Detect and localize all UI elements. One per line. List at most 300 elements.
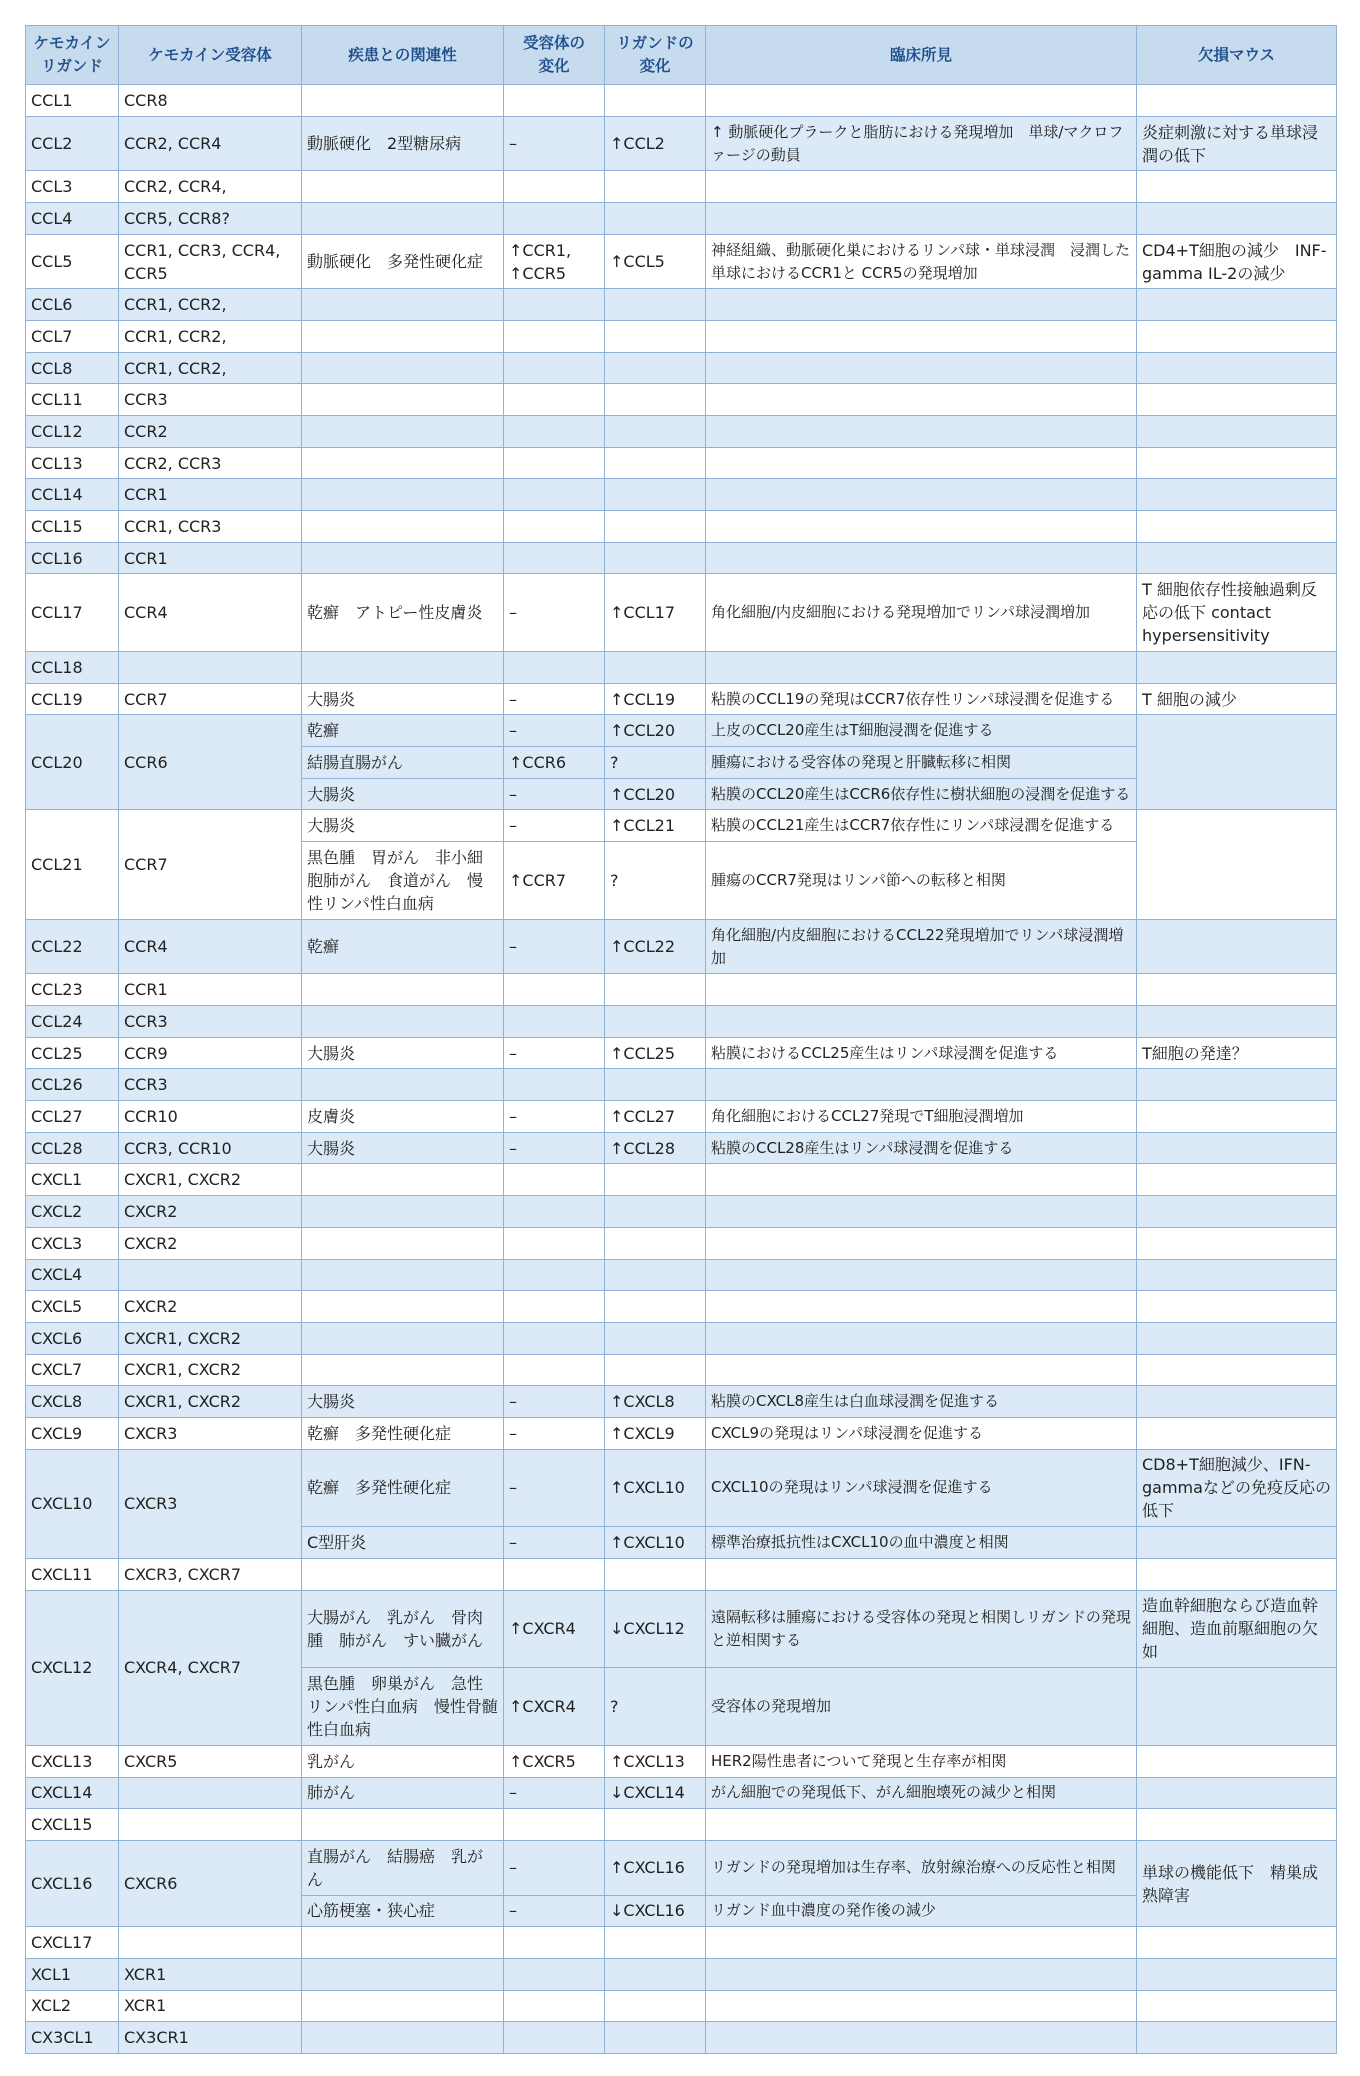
cell-disease: 直腸がん 結腸癌 乳がん bbox=[302, 1840, 504, 1895]
cell-clinical: 腫瘍のCCR7発現はリンパ節への転移と相関 bbox=[706, 842, 1137, 920]
cell-disease: 大腸炎 bbox=[302, 1386, 504, 1418]
cell-disease bbox=[302, 1291, 504, 1323]
cell-receptor: CXCR4, CXCR7 bbox=[119, 1590, 302, 1745]
table-row bbox=[26, 1386, 1337, 1418]
cell-receptor: CCR10 bbox=[119, 1101, 302, 1133]
cell-disease bbox=[302, 384, 504, 416]
table-row bbox=[26, 1322, 1337, 1354]
cell-ligand-change bbox=[605, 203, 706, 235]
table-row bbox=[26, 1958, 1337, 1990]
cell-disease: 黒色腫 胃がん 非小細胞肺がん 食道がん 慢性リンパ性白血病 bbox=[302, 842, 504, 920]
cell-receptor-change: – bbox=[504, 919, 605, 974]
cell-receptor: CCR3 bbox=[119, 1006, 302, 1038]
table-row bbox=[26, 203, 1337, 235]
cell-disease bbox=[302, 1558, 504, 1590]
cell-receptor: CXCR1, CXCR2 bbox=[119, 1322, 302, 1354]
cell-ligand-change: ↑CCL17 bbox=[605, 574, 706, 652]
cell-clinical: 粘膜におけるCCL25産生はリンパ球浸潤を促進する bbox=[706, 1037, 1137, 1069]
cell-receptor-change: – bbox=[504, 1386, 605, 1418]
table-row bbox=[26, 1101, 1337, 1133]
cell-receptor-change bbox=[504, 1322, 605, 1354]
cell-ligand-change bbox=[605, 1227, 706, 1259]
cell-knockout bbox=[1137, 1958, 1337, 1990]
cell-receptor-change: – bbox=[504, 1037, 605, 1069]
cell-receptor-change bbox=[504, 321, 605, 353]
cell-ligand-change bbox=[605, 1322, 706, 1354]
table-row bbox=[26, 1777, 1337, 1809]
cell-disease bbox=[302, 1354, 504, 1386]
cell-knockout bbox=[1137, 171, 1337, 203]
cell-disease bbox=[302, 652, 504, 684]
cell-knockout bbox=[1137, 1069, 1337, 1101]
table-row bbox=[26, 1745, 1337, 1777]
cell-clinical: 粘膜のCCL21産生はCCR7依存性にリンパ球浸潤を促進する bbox=[706, 810, 1137, 842]
chemokine-table bbox=[25, 25, 1337, 2054]
cell-ligand-change: ↑CXCL16 bbox=[605, 1840, 706, 1895]
cell-knockout bbox=[1137, 1101, 1337, 1133]
cell-receptor-change: – bbox=[504, 810, 605, 842]
cell-clinical: 遠隔転移は腫瘍における受容体の発現と相関しリガンドの発現と逆相関する bbox=[706, 1590, 1137, 1668]
table-row bbox=[26, 85, 1337, 117]
cell-receptor-change: – bbox=[504, 715, 605, 747]
cell-ligand-change bbox=[605, 479, 706, 511]
cell-receptor-change: – bbox=[504, 1840, 605, 1895]
cell-clinical: HER2陽性患者について発現と生存率が相関 bbox=[706, 1745, 1137, 1777]
header-clinical: 臨床所見 bbox=[706, 26, 1137, 85]
cell-clinical bbox=[706, 416, 1137, 448]
cell-disease: 大腸炎 bbox=[302, 683, 504, 715]
cell-clinical bbox=[706, 1990, 1137, 2022]
cell-receptor-change bbox=[504, 2022, 605, 2054]
cell-knockout bbox=[1137, 352, 1337, 384]
cell-receptor: CXCR2 bbox=[119, 1196, 302, 1228]
cell-knockout bbox=[1137, 1006, 1337, 1038]
cell-knockout bbox=[1137, 715, 1337, 810]
cell-disease: 乾癬 bbox=[302, 715, 504, 747]
cell-ligand-change: ? bbox=[605, 1668, 706, 1746]
cell-ligand-change: ↑CCL19 bbox=[605, 683, 706, 715]
cell-clinical: 標準治療抵抗性はCXCL10の血中濃度と相関 bbox=[706, 1527, 1137, 1559]
cell-ligand-change: ↑CCL25 bbox=[605, 1037, 706, 1069]
cell-disease bbox=[302, 1069, 504, 1101]
cell-receptor: CCR1 bbox=[119, 974, 302, 1006]
cell-knockout bbox=[1137, 1668, 1337, 1746]
cell-receptor: CCR1, CCR2, bbox=[119, 289, 302, 321]
table-row bbox=[26, 1132, 1337, 1164]
cell-ligand: XCL2 bbox=[26, 1990, 119, 2022]
cell-clinical bbox=[706, 1164, 1137, 1196]
cell-receptor-change: ↑CCR6 bbox=[504, 747, 605, 779]
cell-receptor-change bbox=[504, 447, 605, 479]
cell-clinical: 角化細胞/内皮細胞におけるCCL22発現増加でリンパ球浸潤増加 bbox=[706, 919, 1137, 974]
cell-knockout bbox=[1137, 974, 1337, 1006]
cell-ligand: CCL2 bbox=[26, 116, 119, 171]
cell-disease: 乾癬 アトピー性皮膚炎 bbox=[302, 574, 504, 652]
cell-knockout bbox=[1137, 1132, 1337, 1164]
cell-ligand-change: ↑CCL28 bbox=[605, 1132, 706, 1164]
cell-clinical bbox=[706, 1259, 1137, 1291]
cell-knockout bbox=[1137, 2022, 1337, 2054]
cell-ligand: CCL15 bbox=[26, 511, 119, 543]
cell-receptor-change bbox=[504, 652, 605, 684]
cell-ligand-change: ↑CXCL10 bbox=[605, 1527, 706, 1559]
cell-clinical: 角化細胞/内皮細胞における発現増加でリンパ球浸潤増加 bbox=[706, 574, 1137, 652]
cell-disease bbox=[302, 203, 504, 235]
cell-ligand: CXCL9 bbox=[26, 1417, 119, 1449]
cell-ligand-change bbox=[605, 289, 706, 321]
cell-receptor-change: – bbox=[504, 1895, 605, 1927]
cell-receptor-change bbox=[504, 511, 605, 543]
cell-receptor: CXCR1, CXCR2 bbox=[119, 1386, 302, 1418]
cell-receptor bbox=[119, 1777, 302, 1809]
cell-receptor-change: ↑CXCR5 bbox=[504, 1745, 605, 1777]
cell-receptor-change: – bbox=[504, 1132, 605, 1164]
header-receptor: ケモカイン受容体 bbox=[119, 26, 302, 85]
cell-knockout bbox=[1137, 1417, 1337, 1449]
cell-knockout: T 細胞の減少 bbox=[1137, 683, 1337, 715]
cell-receptor: CCR2, CCR4, bbox=[119, 171, 302, 203]
cell-receptor: CXCR3 bbox=[119, 1449, 302, 1558]
header-lc-line2: 変化 bbox=[639, 57, 671, 75]
cell-ligand: CCL28 bbox=[26, 1132, 119, 1164]
cell-receptor: CXCR3, CXCR7 bbox=[119, 1558, 302, 1590]
table-row bbox=[26, 171, 1337, 203]
cell-clinical: がん細胞での発現低下、がん細胞壊死の減少と相関 bbox=[706, 1777, 1137, 1809]
cell-disease bbox=[302, 974, 504, 1006]
table-row bbox=[26, 479, 1337, 511]
table-row bbox=[26, 1840, 1337, 1895]
cell-knockout bbox=[1137, 447, 1337, 479]
cell-receptor-change bbox=[504, 289, 605, 321]
cell-receptor-change bbox=[504, 1558, 605, 1590]
table-row bbox=[26, 1354, 1337, 1386]
cell-receptor-change: – bbox=[504, 1449, 605, 1527]
table-row bbox=[26, 652, 1337, 684]
cell-ligand: CCL22 bbox=[26, 919, 119, 974]
cell-receptor: CCR5, CCR8? bbox=[119, 203, 302, 235]
cell-ligand: CXCL3 bbox=[26, 1227, 119, 1259]
cell-ligand-change: ↑CCL5 bbox=[605, 234, 706, 289]
cell-clinical bbox=[706, 1069, 1137, 1101]
cell-ligand: CCL18 bbox=[26, 652, 119, 684]
cell-receptor bbox=[119, 1927, 302, 1959]
cell-ligand: CCL13 bbox=[26, 447, 119, 479]
cell-receptor-change bbox=[504, 352, 605, 384]
table-row bbox=[26, 234, 1337, 289]
cell-ligand-change bbox=[605, 542, 706, 574]
cell-ligand: CCL8 bbox=[26, 352, 119, 384]
cell-receptor-change bbox=[504, 1291, 605, 1323]
cell-receptor-change bbox=[504, 1259, 605, 1291]
cell-clinical bbox=[706, 1927, 1137, 1959]
cell-ligand: CCL25 bbox=[26, 1037, 119, 1069]
header-ligand bbox=[26, 26, 119, 85]
cell-clinical bbox=[706, 352, 1137, 384]
cell-disease bbox=[302, 1927, 504, 1959]
cell-disease bbox=[302, 289, 504, 321]
cell-clinical bbox=[706, 1558, 1137, 1590]
cell-disease bbox=[302, 1990, 504, 2022]
cell-knockout bbox=[1137, 542, 1337, 574]
cell-ligand-change bbox=[605, 447, 706, 479]
cell-receptor-change: – bbox=[504, 683, 605, 715]
cell-receptor-change bbox=[504, 1809, 605, 1841]
cell-clinical bbox=[706, 511, 1137, 543]
cell-ligand-change: ↑CCL27 bbox=[605, 1101, 706, 1133]
cell-knockout bbox=[1137, 1990, 1337, 2022]
cell-ligand-change: ↑CCL2 bbox=[605, 116, 706, 171]
cell-receptor: CCR1, CCR2, bbox=[119, 352, 302, 384]
cell-ligand: CCL7 bbox=[26, 321, 119, 353]
cell-clinical bbox=[706, 479, 1137, 511]
cell-clinical: 腫瘍における受容体の発現と肝臓転移に相関 bbox=[706, 747, 1137, 779]
cell-receptor-change bbox=[504, 1354, 605, 1386]
cell-disease: 乾癬 多発性硬化症 bbox=[302, 1417, 504, 1449]
header-ligand-line1: ケモカイン bbox=[33, 34, 111, 52]
cell-knockout: CD4+T細胞の減少 INF-gamma IL-2の減少 bbox=[1137, 234, 1337, 289]
cell-ligand-change: ? bbox=[605, 842, 706, 920]
cell-clinical bbox=[706, 1958, 1137, 1990]
cell-knockout bbox=[1137, 1196, 1337, 1228]
cell-receptor-change bbox=[504, 85, 605, 117]
cell-receptor: CCR9 bbox=[119, 1037, 302, 1069]
cell-knockout bbox=[1137, 1745, 1337, 1777]
table-row bbox=[26, 1069, 1337, 1101]
cell-clinical: 粘膜のCCL20産生はCCR6依存性に樹状細胞の浸潤を促進する bbox=[706, 778, 1137, 810]
cell-disease: 乳がん bbox=[302, 1745, 504, 1777]
cell-knockout bbox=[1137, 289, 1337, 321]
cell-ligand-change bbox=[605, 1196, 706, 1228]
cell-ligand: CCL20 bbox=[26, 715, 119, 810]
cell-knockout: T 細胞依存性接触過剰反応の低下 contact hypersensitivity bbox=[1137, 574, 1337, 652]
table-row bbox=[26, 1990, 1337, 2022]
cell-receptor-change bbox=[504, 542, 605, 574]
cell-ligand-change: ? bbox=[605, 747, 706, 779]
table-row bbox=[26, 1006, 1337, 1038]
cell-clinical bbox=[706, 1006, 1137, 1038]
cell-receptor bbox=[119, 1259, 302, 1291]
cell-knockout bbox=[1137, 416, 1337, 448]
cell-knockout bbox=[1137, 479, 1337, 511]
cell-knockout bbox=[1137, 1386, 1337, 1418]
table-row bbox=[26, 919, 1337, 974]
cell-ligand-change: ↑CCL20 bbox=[605, 778, 706, 810]
table-row bbox=[26, 1449, 1337, 1527]
cell-disease: 乾癬 多発性硬化症 bbox=[302, 1449, 504, 1527]
cell-receptor: CX3CR1 bbox=[119, 2022, 302, 2054]
cell-knockout bbox=[1137, 1227, 1337, 1259]
cell-ligand: CXCL8 bbox=[26, 1386, 119, 1418]
cell-disease: C型肝炎 bbox=[302, 1527, 504, 1559]
header-ligand-line2: リガンド bbox=[41, 57, 103, 75]
cell-clinical: 粘膜のCCL19の発現はCCR7依存性リンパ球浸潤を促進する bbox=[706, 683, 1137, 715]
cell-clinical bbox=[706, 203, 1137, 235]
cell-ligand: CXCL15 bbox=[26, 1809, 119, 1841]
cell-ligand-change bbox=[605, 652, 706, 684]
cell-ligand: CCL4 bbox=[26, 203, 119, 235]
cell-ligand: CCL11 bbox=[26, 384, 119, 416]
cell-disease bbox=[302, 1006, 504, 1038]
cell-knockout bbox=[1137, 1291, 1337, 1323]
cell-receptor-change bbox=[504, 416, 605, 448]
cell-knockout bbox=[1137, 1164, 1337, 1196]
cell-disease bbox=[302, 1322, 504, 1354]
cell-ligand: CCL16 bbox=[26, 542, 119, 574]
cell-receptor-change: – bbox=[504, 116, 605, 171]
table-row bbox=[26, 116, 1337, 171]
cell-clinical bbox=[706, 289, 1137, 321]
table-row bbox=[26, 384, 1337, 416]
cell-ligand: CXCL17 bbox=[26, 1927, 119, 1959]
cell-ligand: CXCL6 bbox=[26, 1322, 119, 1354]
cell-disease bbox=[302, 2022, 504, 2054]
cell-receptor: CCR3 bbox=[119, 384, 302, 416]
cell-receptor-change bbox=[504, 1164, 605, 1196]
cell-ligand: CXCL13 bbox=[26, 1745, 119, 1777]
cell-ligand-change bbox=[605, 1558, 706, 1590]
cell-ligand: CCL26 bbox=[26, 1069, 119, 1101]
cell-clinical bbox=[706, 1322, 1137, 1354]
cell-knockout bbox=[1137, 919, 1337, 974]
table-row bbox=[26, 447, 1337, 479]
table-row bbox=[26, 1558, 1337, 1590]
cell-clinical bbox=[706, 384, 1137, 416]
table-header bbox=[26, 26, 1337, 85]
cell-disease bbox=[302, 479, 504, 511]
cell-receptor: CCR4 bbox=[119, 574, 302, 652]
cell-clinical: 角化細胞におけるCCL27発現でT細胞浸潤増加 bbox=[706, 1101, 1137, 1133]
cell-ligand: CXCL14 bbox=[26, 1777, 119, 1809]
cell-knockout bbox=[1137, 384, 1337, 416]
cell-receptor-change bbox=[504, 974, 605, 1006]
table-row bbox=[26, 416, 1337, 448]
cell-receptor: CCR1, CCR3, CCR4, CCR5 bbox=[119, 234, 302, 289]
cell-ligand-change bbox=[605, 1164, 706, 1196]
table-row bbox=[26, 715, 1337, 747]
cell-clinical bbox=[706, 1227, 1137, 1259]
cell-disease bbox=[302, 1196, 504, 1228]
cell-receptor-change: – bbox=[504, 1101, 605, 1133]
cell-receptor: CCR1 bbox=[119, 479, 302, 511]
cell-receptor: CCR8 bbox=[119, 85, 302, 117]
cell-ligand-change bbox=[605, 171, 706, 203]
cell-disease bbox=[302, 511, 504, 543]
cell-ligand: CCL1 bbox=[26, 85, 119, 117]
cell-clinical bbox=[706, 1809, 1137, 1841]
cell-ligand: CXCL4 bbox=[26, 1259, 119, 1291]
cell-clinical: ↑ 動脈硬化プラークと脂肪における発現増加 単球/マクロファージの動員 bbox=[706, 116, 1137, 171]
cell-ligand-change bbox=[605, 1069, 706, 1101]
cell-ligand-change bbox=[605, 1259, 706, 1291]
cell-clinical: 粘膜のCXCL8産生は白血球浸潤を促進する bbox=[706, 1386, 1137, 1418]
cell-ligand-change bbox=[605, 974, 706, 1006]
table-row bbox=[26, 2022, 1337, 2054]
cell-ligand: CXCL11 bbox=[26, 1558, 119, 1590]
table-row bbox=[26, 1227, 1337, 1259]
cell-ligand-change: ↑CXCL10 bbox=[605, 1449, 706, 1527]
cell-ligand-change: ↑CCL22 bbox=[605, 919, 706, 974]
cell-receptor: XCR1 bbox=[119, 1958, 302, 1990]
cell-receptor bbox=[119, 652, 302, 684]
cell-receptor: CXCR3 bbox=[119, 1417, 302, 1449]
header-knockout: 欠損マウス bbox=[1137, 26, 1337, 85]
cell-receptor: CCR2 bbox=[119, 416, 302, 448]
cell-ligand: CCL19 bbox=[26, 683, 119, 715]
cell-ligand: CCL27 bbox=[26, 1101, 119, 1133]
cell-clinical: 粘膜のCCL28産生はリンパ球浸潤を促進する bbox=[706, 1132, 1137, 1164]
cell-ligand-change: ↑CXCL8 bbox=[605, 1386, 706, 1418]
cell-receptor: CCR7 bbox=[119, 810, 302, 919]
cell-disease: 黒色腫 卵巣がん 急性リンパ性白血病 慢性骨髄性白血病 bbox=[302, 1668, 504, 1746]
table-row bbox=[26, 511, 1337, 543]
cell-clinical bbox=[706, 652, 1137, 684]
cell-ligand: CXCL10 bbox=[26, 1449, 119, 1558]
cell-ligand: CXCL5 bbox=[26, 1291, 119, 1323]
cell-ligand-change: ↑CXCL13 bbox=[605, 1745, 706, 1777]
cell-clinical: 受容体の発現増加 bbox=[706, 1668, 1137, 1746]
cell-receptor: CXCR5 bbox=[119, 1745, 302, 1777]
cell-disease: 大腸炎 bbox=[302, 1132, 504, 1164]
cell-clinical bbox=[706, 1354, 1137, 1386]
cell-knockout bbox=[1137, 1809, 1337, 1841]
cell-knockout bbox=[1137, 511, 1337, 543]
table-row bbox=[26, 1809, 1337, 1841]
cell-receptor-change bbox=[504, 1069, 605, 1101]
cell-receptor: CCR4 bbox=[119, 919, 302, 974]
cell-receptor-change: – bbox=[504, 1777, 605, 1809]
cell-knockout bbox=[1137, 652, 1337, 684]
cell-ligand: CXCL12 bbox=[26, 1590, 119, 1745]
table-row bbox=[26, 1164, 1337, 1196]
cell-receptor-change bbox=[504, 1990, 605, 2022]
cell-knockout bbox=[1137, 1259, 1337, 1291]
cell-receptor-change bbox=[504, 1227, 605, 1259]
cell-clinical bbox=[706, 321, 1137, 353]
cell-knockout bbox=[1137, 1777, 1337, 1809]
cell-disease bbox=[302, 1259, 504, 1291]
cell-receptor-change bbox=[504, 1958, 605, 1990]
cell-ligand-change bbox=[605, 85, 706, 117]
cell-receptor: CCR2, CCR3 bbox=[119, 447, 302, 479]
cell-clinical bbox=[706, 2022, 1137, 2054]
cell-receptor-change bbox=[504, 1927, 605, 1959]
cell-knockout bbox=[1137, 1927, 1337, 1959]
cell-clinical bbox=[706, 447, 1137, 479]
cell-knockout bbox=[1137, 1322, 1337, 1354]
cell-ligand: CCL21 bbox=[26, 810, 119, 919]
cell-ligand: CCL23 bbox=[26, 974, 119, 1006]
cell-disease: 動脈硬化 2型糖尿病 bbox=[302, 116, 504, 171]
cell-disease bbox=[302, 416, 504, 448]
cell-ligand-change: ↑CXCL9 bbox=[605, 1417, 706, 1449]
cell-receptor-change: – bbox=[504, 574, 605, 652]
cell-disease bbox=[302, 1809, 504, 1841]
cell-receptor: CCR7 bbox=[119, 683, 302, 715]
cell-ligand: XCL1 bbox=[26, 1958, 119, 1990]
cell-ligand-change bbox=[605, 1927, 706, 1959]
cell-ligand: CXCL7 bbox=[26, 1354, 119, 1386]
cell-receptor: CCR1, CCR3 bbox=[119, 511, 302, 543]
cell-disease: 肺がん bbox=[302, 1777, 504, 1809]
cell-receptor-change bbox=[504, 203, 605, 235]
cell-disease bbox=[302, 171, 504, 203]
cell-knockout: 炎症刺激に対する単球浸潤の低下 bbox=[1137, 116, 1337, 171]
cell-ligand-change bbox=[605, 352, 706, 384]
cell-ligand-change bbox=[605, 416, 706, 448]
cell-clinical bbox=[706, 1196, 1137, 1228]
cell-receptor-change bbox=[504, 479, 605, 511]
cell-knockout bbox=[1137, 203, 1337, 235]
